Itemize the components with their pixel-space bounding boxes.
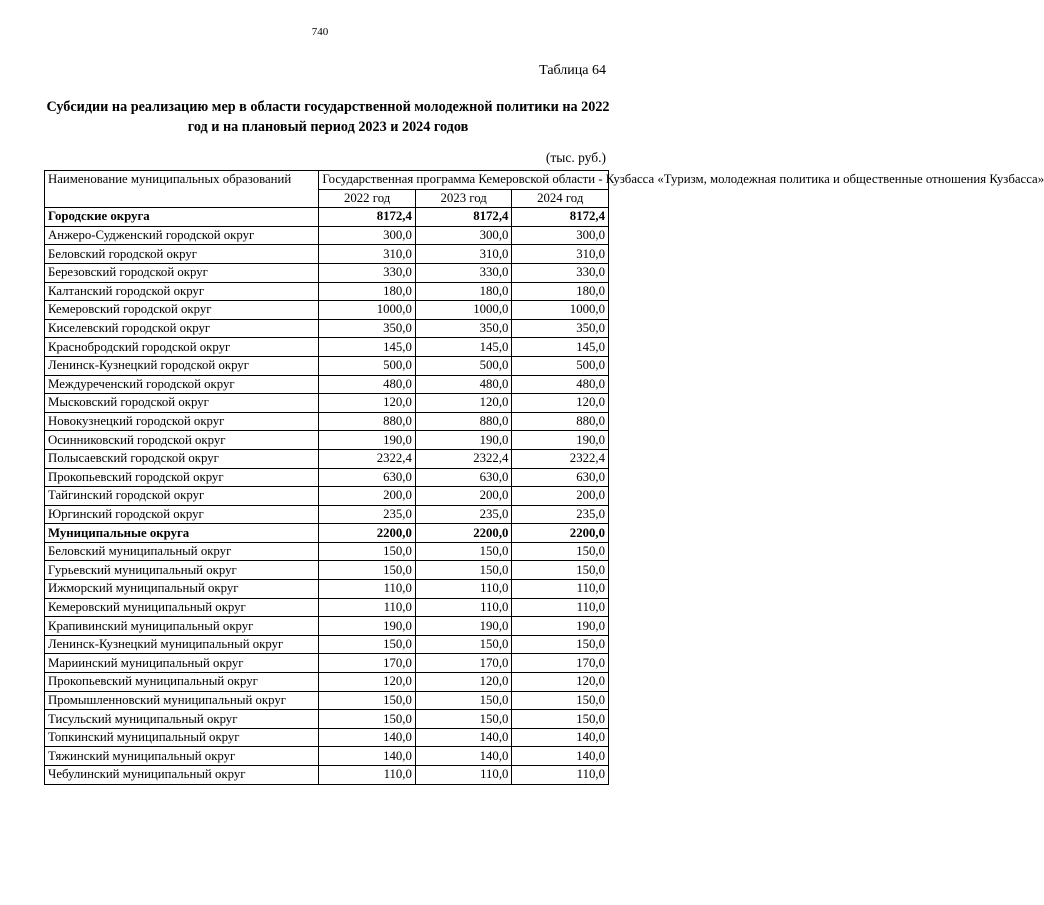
municipality-name-cell: Кемеровский муниципальный округ bbox=[45, 598, 319, 617]
value-cell-2024: 350,0 bbox=[512, 319, 609, 338]
value-cell-2024: 190,0 bbox=[512, 431, 609, 450]
value-cell-2022: 110,0 bbox=[319, 598, 416, 617]
value-cell-2022: 480,0 bbox=[319, 375, 416, 394]
value-cell-2024: 190,0 bbox=[512, 617, 609, 636]
value-cell-2023: 2322,4 bbox=[415, 449, 512, 468]
value-cell-2024: 880,0 bbox=[512, 412, 609, 431]
value-cell-2022: 150,0 bbox=[319, 542, 416, 561]
value-cell-2024: 8172,4 bbox=[512, 208, 609, 227]
value-cell-2024: 145,0 bbox=[512, 338, 609, 357]
header-year-2024: 2024 год bbox=[512, 189, 609, 208]
value-cell-2024: 140,0 bbox=[512, 728, 609, 747]
value-cell-2023: 170,0 bbox=[415, 654, 512, 673]
value-cell-2022: 120,0 bbox=[319, 673, 416, 692]
table-row bbox=[45, 226, 609, 245]
value-cell-2024: 630,0 bbox=[512, 468, 609, 487]
value-cell-2023: 150,0 bbox=[415, 710, 512, 729]
value-cell-2023: 350,0 bbox=[415, 319, 512, 338]
value-cell-2023: 300,0 bbox=[415, 226, 512, 245]
value-cell-2022: 2322,4 bbox=[319, 449, 416, 468]
table-row bbox=[45, 561, 609, 580]
value-cell-2023: 200,0 bbox=[415, 487, 512, 506]
value-cell-2022: 150,0 bbox=[319, 691, 416, 710]
municipality-name-cell: Беловский муниципальный округ bbox=[45, 542, 319, 561]
value-cell-2022: 120,0 bbox=[319, 394, 416, 413]
table-header bbox=[45, 171, 1044, 208]
table-body bbox=[45, 208, 609, 784]
table-row bbox=[45, 375, 609, 394]
table-label: Таблица 64 bbox=[539, 63, 606, 78]
value-cell-2022: 150,0 bbox=[319, 635, 416, 654]
value-cell-2024: 110,0 bbox=[512, 580, 609, 599]
units-label: (тыс. руб.) bbox=[545, 150, 606, 165]
value-cell-2023: 190,0 bbox=[415, 431, 512, 450]
table-row bbox=[45, 580, 609, 599]
group-name-cell: Муниципальные округа bbox=[45, 524, 319, 543]
value-cell-2023: 330,0 bbox=[415, 263, 512, 282]
subsidies-table bbox=[44, 170, 1044, 785]
municipality-name-cell: Кемеровский городской округ bbox=[45, 301, 319, 320]
table-row bbox=[45, 356, 609, 375]
value-cell-2022: 350,0 bbox=[319, 319, 416, 338]
value-cell-2022: 630,0 bbox=[319, 468, 416, 487]
table-row bbox=[45, 468, 609, 487]
value-cell-2022: 8172,4 bbox=[319, 208, 416, 227]
value-cell-2023: 140,0 bbox=[415, 728, 512, 747]
value-cell-2022: 170,0 bbox=[319, 654, 416, 673]
municipality-name-cell: Прокопьевский городской округ bbox=[45, 468, 319, 487]
table-row bbox=[45, 673, 609, 692]
table-row bbox=[45, 282, 609, 301]
table-row bbox=[45, 431, 609, 450]
municipality-name-cell: Мысковский городской округ bbox=[45, 394, 319, 413]
table-row bbox=[45, 263, 609, 282]
header-municipality: Наименование муниципальных образований bbox=[45, 171, 319, 208]
value-cell-2023: 150,0 bbox=[415, 542, 512, 561]
value-cell-2022: 140,0 bbox=[319, 728, 416, 747]
table-row bbox=[45, 542, 609, 561]
value-cell-2023: 145,0 bbox=[415, 338, 512, 357]
municipality-name-cell: Осинниковский городской округ bbox=[45, 431, 319, 450]
municipality-name-cell: Юргинский городской округ bbox=[45, 505, 319, 524]
value-cell-2023: 150,0 bbox=[415, 635, 512, 654]
table-row bbox=[45, 394, 609, 413]
header-year-2023: 2023 год bbox=[415, 189, 512, 208]
value-cell-2022: 140,0 bbox=[319, 747, 416, 766]
municipality-name-cell: Крапивинский муниципальный округ bbox=[45, 617, 319, 636]
table-row bbox=[45, 766, 609, 785]
value-cell-2024: 170,0 bbox=[512, 654, 609, 673]
value-cell-2022: 200,0 bbox=[319, 487, 416, 506]
value-cell-2024: 150,0 bbox=[512, 710, 609, 729]
value-cell-2023: 140,0 bbox=[415, 747, 512, 766]
value-cell-2022: 145,0 bbox=[319, 338, 416, 357]
value-cell-2022: 300,0 bbox=[319, 226, 416, 245]
municipality-name-cell: Чебулинский муниципальный округ bbox=[45, 766, 319, 785]
value-cell-2024: 150,0 bbox=[512, 561, 609, 580]
table-row bbox=[45, 617, 609, 636]
value-cell-2023: 180,0 bbox=[415, 282, 512, 301]
value-cell-2024: 180,0 bbox=[512, 282, 609, 301]
table-row bbox=[45, 710, 609, 729]
header-year-2022: 2022 год bbox=[319, 189, 416, 208]
value-cell-2023: 110,0 bbox=[415, 580, 512, 599]
value-cell-2024: 110,0 bbox=[512, 598, 609, 617]
table-row bbox=[45, 338, 609, 357]
value-cell-2024: 2322,4 bbox=[512, 449, 609, 468]
municipality-name-cell: Тайгинский городской округ bbox=[45, 487, 319, 506]
table-row bbox=[45, 654, 609, 673]
table-row bbox=[45, 412, 609, 431]
value-cell-2022: 150,0 bbox=[319, 710, 416, 729]
value-cell-2022: 110,0 bbox=[319, 580, 416, 599]
value-cell-2022: 880,0 bbox=[319, 412, 416, 431]
header-row-program bbox=[45, 171, 609, 190]
value-cell-2023: 880,0 bbox=[415, 412, 512, 431]
value-cell-2024: 1000,0 bbox=[512, 301, 609, 320]
document-title: Субсидии на реализацию мер в области государственной молодежной политики на 2022 год и на плановый период 2023 и 2024 годов bbox=[46, 99, 610, 135]
value-cell-2023: 480,0 bbox=[415, 375, 512, 394]
municipality-name-cell: Тяжинский муниципальный округ bbox=[45, 747, 319, 766]
municipality-name-cell: Гурьевский муниципальный округ bbox=[45, 561, 319, 580]
value-cell-2022: 180,0 bbox=[319, 282, 416, 301]
municipality-name-cell: Ижморский муниципальный округ bbox=[45, 580, 319, 599]
value-cell-2024: 300,0 bbox=[512, 226, 609, 245]
value-cell-2023: 120,0 bbox=[415, 394, 512, 413]
value-cell-2022: 310,0 bbox=[319, 245, 416, 264]
table-row bbox=[45, 301, 609, 320]
municipality-name-cell: Березовский городской округ bbox=[45, 263, 319, 282]
value-cell-2024: 140,0 bbox=[512, 747, 609, 766]
table-row bbox=[45, 691, 609, 710]
header-program: Государственная программа Кемеровской области - Кузбасса «Туризм, молодежная политика и общественные отношения Кузбасса» bbox=[319, 171, 609, 190]
value-cell-2023: 630,0 bbox=[415, 468, 512, 487]
value-cell-2022: 150,0 bbox=[319, 561, 416, 580]
municipality-name-cell: Прокопьевский муниципальный округ bbox=[45, 673, 319, 692]
municipality-name-cell: Ленинск-Кузнецкий муниципальный округ bbox=[45, 635, 319, 654]
value-cell-2022: 235,0 bbox=[319, 505, 416, 524]
value-cell-2023: 1000,0 bbox=[415, 301, 512, 320]
table-group-row bbox=[45, 208, 609, 227]
municipality-name-cell: Ленинск-Кузнецкий городской округ bbox=[45, 356, 319, 375]
table-row bbox=[45, 319, 609, 338]
value-cell-2024: 150,0 bbox=[512, 691, 609, 710]
municipality-name-cell: Калтанский городской округ bbox=[45, 282, 319, 301]
value-cell-2022: 500,0 bbox=[319, 356, 416, 375]
value-cell-2022: 2200,0 bbox=[319, 524, 416, 543]
table-row bbox=[45, 505, 609, 524]
table-row bbox=[45, 449, 609, 468]
value-cell-2024: 235,0 bbox=[512, 505, 609, 524]
table-row bbox=[45, 635, 609, 654]
value-cell-2022: 330,0 bbox=[319, 263, 416, 282]
value-cell-2024: 500,0 bbox=[512, 356, 609, 375]
value-cell-2024: 110,0 bbox=[512, 766, 609, 785]
value-cell-2023: 190,0 bbox=[415, 617, 512, 636]
municipality-name-cell: Тисульский муниципальный округ bbox=[45, 710, 319, 729]
table-row bbox=[45, 245, 609, 264]
table-row bbox=[45, 487, 609, 506]
municipality-name-cell: Краснобродский городской округ bbox=[45, 338, 319, 357]
value-cell-2024: 480,0 bbox=[512, 375, 609, 394]
value-cell-2024: 200,0 bbox=[512, 487, 609, 506]
municipality-name-cell: Топкинский муниципальный округ bbox=[45, 728, 319, 747]
municipality-name-cell: Киселевский городской округ bbox=[45, 319, 319, 338]
municipality-name-cell: Беловский городской округ bbox=[45, 245, 319, 264]
value-cell-2023: 310,0 bbox=[415, 245, 512, 264]
value-cell-2024: 330,0 bbox=[512, 263, 609, 282]
municipality-name-cell: Полысаевский городской округ bbox=[45, 449, 319, 468]
municipality-name-cell: Междуреченский городской округ bbox=[45, 375, 319, 394]
value-cell-2023: 110,0 bbox=[415, 598, 512, 617]
value-cell-2023: 500,0 bbox=[415, 356, 512, 375]
value-cell-2024: 120,0 bbox=[512, 673, 609, 692]
table-row bbox=[45, 728, 609, 747]
value-cell-2023: 2200,0 bbox=[415, 524, 512, 543]
table-row bbox=[45, 598, 609, 617]
value-cell-2024: 2200,0 bbox=[512, 524, 609, 543]
value-cell-2024: 120,0 bbox=[512, 394, 609, 413]
value-cell-2023: 150,0 bbox=[415, 561, 512, 580]
value-cell-2023: 150,0 bbox=[415, 691, 512, 710]
value-cell-2022: 1000,0 bbox=[319, 301, 416, 320]
page-number: 740 bbox=[311, 26, 329, 38]
value-cell-2022: 190,0 bbox=[319, 431, 416, 450]
value-cell-2024: 310,0 bbox=[512, 245, 609, 264]
municipality-name-cell: Анжеро-Судженский городской округ bbox=[45, 226, 319, 245]
value-cell-2022: 190,0 bbox=[319, 617, 416, 636]
value-cell-2023: 8172,4 bbox=[415, 208, 512, 227]
value-cell-2023: 110,0 bbox=[415, 766, 512, 785]
group-name-cell: Городские округа bbox=[45, 208, 319, 227]
value-cell-2024: 150,0 bbox=[512, 542, 609, 561]
value-cell-2023: 235,0 bbox=[415, 505, 512, 524]
value-cell-2024: 150,0 bbox=[512, 635, 609, 654]
municipality-name-cell: Промышленновский муниципальный округ bbox=[45, 691, 319, 710]
value-cell-2022: 110,0 bbox=[319, 766, 416, 785]
table-group-row bbox=[45, 524, 609, 543]
value-cell-2023: 120,0 bbox=[415, 673, 512, 692]
table-row bbox=[45, 747, 609, 766]
municipality-name-cell: Мариинский муниципальный округ bbox=[45, 654, 319, 673]
municipality-name-cell: Новокузнецкий городской округ bbox=[45, 412, 319, 431]
